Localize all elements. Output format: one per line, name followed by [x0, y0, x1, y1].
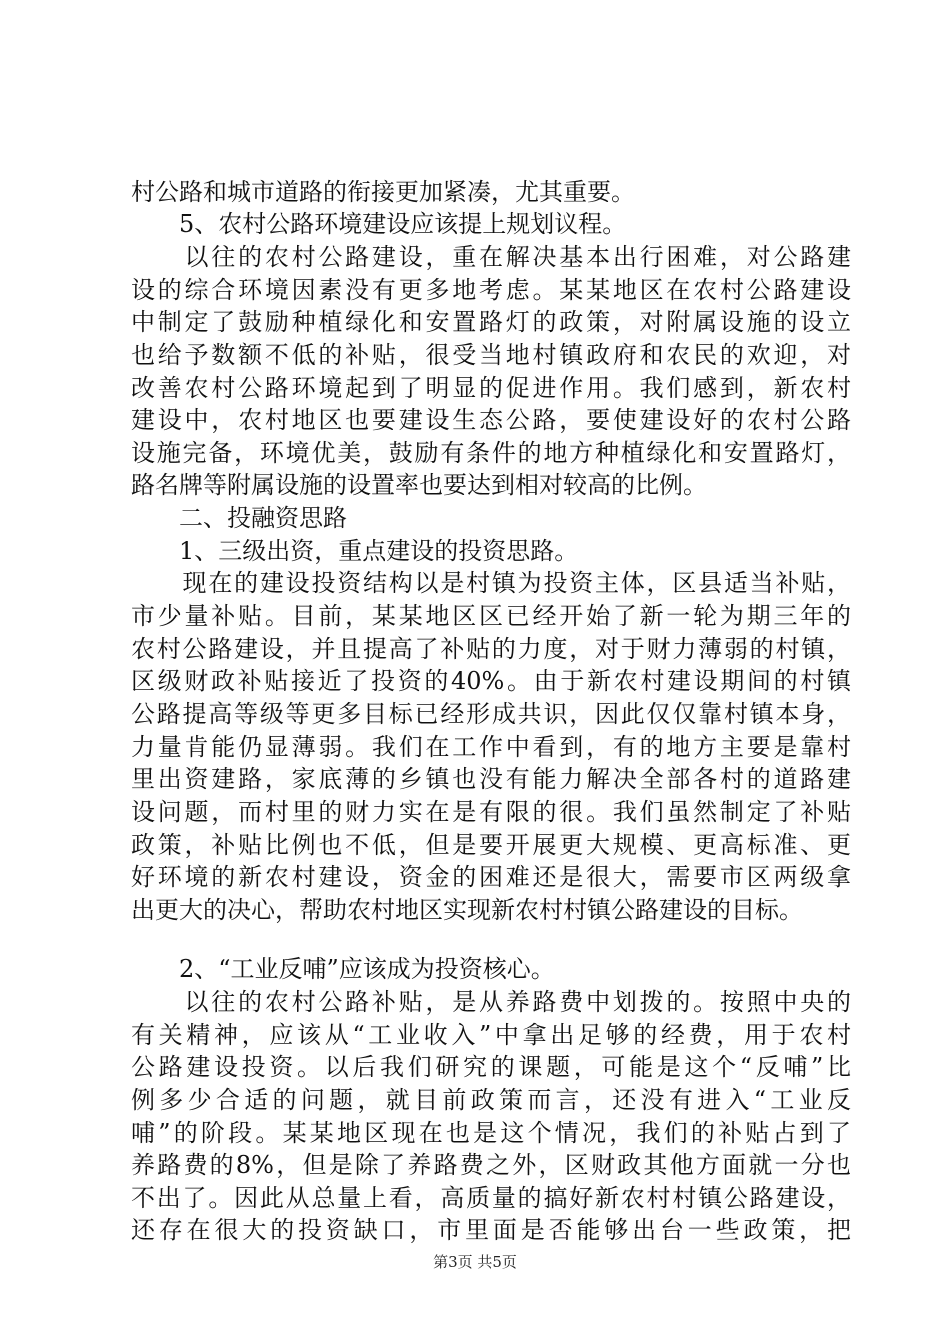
text-line: 好环境的新农村建设，资金的困难还是很大，需要市区两级拿: [131, 863, 851, 891]
text-line: 农村公路建设，并且提高了补贴的力度，对于财力薄弱的村镇，: [131, 635, 851, 663]
text-line: 公路建设投资。以后我们研究的课题，可能是这个“反哺”比: [131, 1053, 851, 1081]
text-line: 以往的农村公路补贴，是从养路费中划拨的。按照中央的: [131, 988, 851, 1016]
text-line: 中制定了鼓励种植绿化和安置路灯的政策，对附属设施的设立: [131, 308, 851, 336]
text-line: 政策，补贴比例也不低，但是要开展更大规模、更高标准、更: [131, 831, 851, 859]
text-line: 路名牌等附属设施的设置率也要达到相对较高的比例。: [131, 471, 707, 499]
text-line: 也给予数额不低的补贴，很受当地村镇政府和农民的欢迎，对: [131, 341, 851, 369]
text-line: 设的综合环境因素没有更多地考虑。某某地区在农村公路建设: [131, 276, 851, 304]
text-line: 公路提高等级等更多目标已经形成共识，因此仅仅靠村镇本身，: [131, 700, 851, 728]
text-line: 设问题，而村里的财力实在是有限的很。我们虽然制定了补贴: [131, 798, 851, 826]
text-line: 力量肯能仍显薄弱。我们在工作中看到，有的地方主要是靠村: [131, 733, 851, 761]
section-heading-5: 5、农村公路环境建设应该提上规划议程。: [131, 210, 627, 238]
text-line: 有关精神，应该从“工业收入”中拿出足够的经费，用于农村: [131, 1021, 851, 1049]
subsection-heading-1: 1、三级出资，重点建设的投资思路。: [131, 537, 579, 565]
text-line: 不出了。因此从总量上看，高质量的搞好新农村村镇公路建设，: [131, 1184, 851, 1212]
text-line: 改善农村公路环境起到了明显的促进作用。我们感到，新农村: [131, 374, 851, 402]
text-line: 养路费的8%，但是除了养路费之外，区财政其他方面就一分也: [131, 1151, 851, 1179]
text-line: 市少量补贴。目前，某某地区区已经开始了新一轮为期三年的: [131, 602, 851, 630]
subsection-heading-2: 2、“工业反哺”应该成为投资核心。: [131, 955, 555, 983]
text-line: 现在的建设投资结构以是村镇为投资主体，区县适当补贴，: [131, 569, 851, 597]
text-line: 还存在很大的投资缺口，市里面是否能够出台一些政策，把: [131, 1216, 851, 1244]
text-line: 哺”的阶段。某某地区现在也是这个情况，我们的补贴占到了: [131, 1119, 851, 1147]
text-line: 以往的农村公路建设，重在解决基本出行困难，对公路建: [131, 243, 851, 271]
text-line: 村公路和城市道路的衔接更加紧凑，尤其重要。: [131, 178, 635, 206]
section-heading-2: 二、投融资思路: [131, 504, 347, 532]
text-line: 例多少合适的问题，就目前政策而言，还没有进入“工业反: [131, 1086, 851, 1114]
text-line: 建设中，农村地区也要建设生态公路，要使建设好的农村公路: [131, 406, 851, 434]
text-line: 区级财政补贴接近了投资的40%。由于新农村建设期间的村镇: [131, 667, 851, 695]
text-line: 设施完备，环境优美，鼓励有条件的地方种植绿化和安置路灯，: [131, 439, 851, 467]
text-line: 里出资建路，家底薄的乡镇也没有能力解决全部各村的道路建: [131, 765, 851, 793]
page-footer: 第3页 共5页: [433, 1253, 517, 1271]
text-line: 出更大的决心，帮助农村地区实现新农村村镇公路建设的目标。: [131, 896, 803, 924]
